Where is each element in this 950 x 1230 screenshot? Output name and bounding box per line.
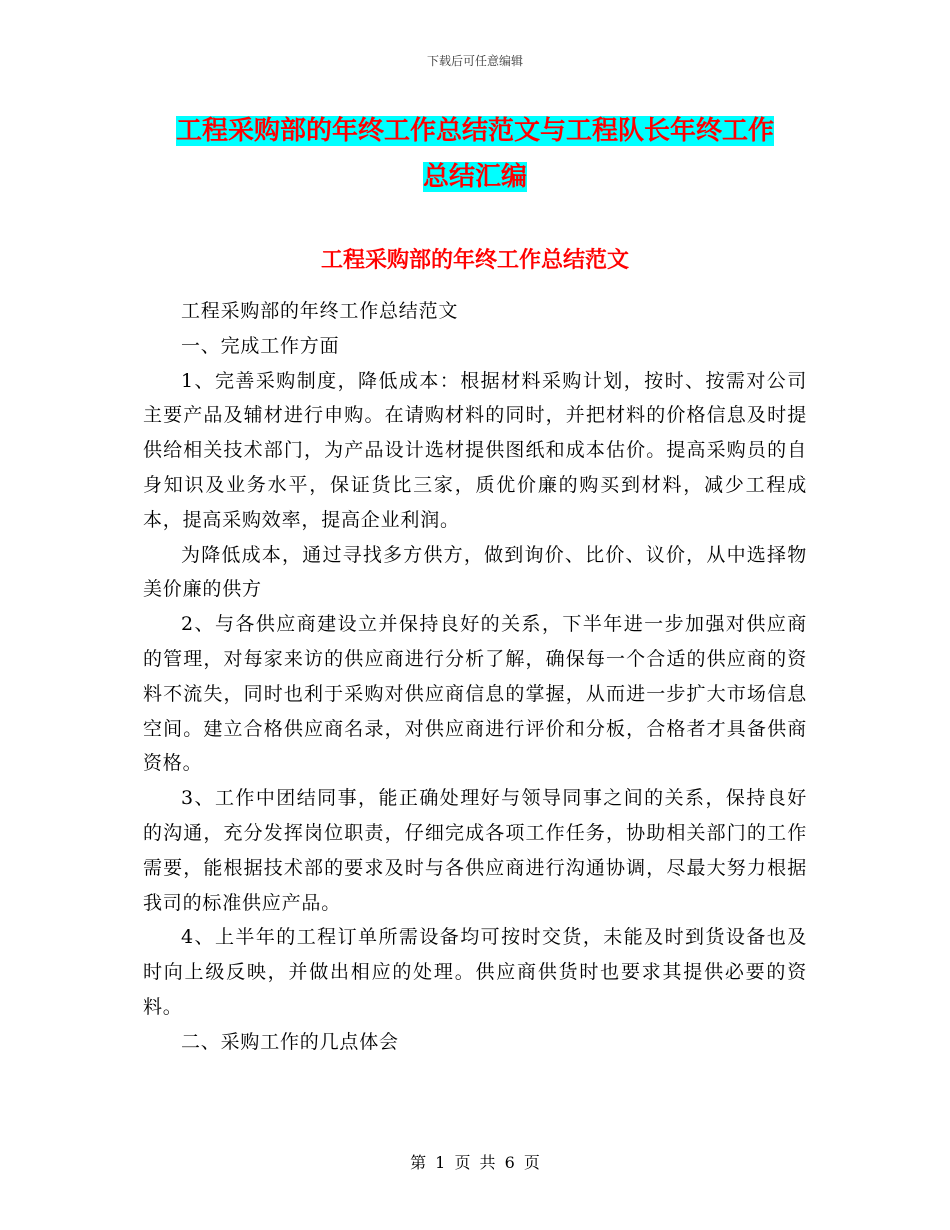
paragraph: 工程采购部的年终工作总结范文 — [181, 300, 459, 322]
document-title-line-1: 工程采购部的年终工作总结范文与工程队长年终工作 — [175, 116, 774, 146]
paragraph: 一、完成工作方面 — [181, 334, 340, 357]
section-title: 工程采购部的年终工作总结范文 — [320, 248, 629, 273]
header-note: 下载后可任意编辑 — [426, 54, 523, 68]
paragraph: 1、完善采购制度，降低成本：根据材料采购计划，按时、按需对公司主要产品及辅材进行申购。在请购材料的同时，并把材料的价格信息及时提供给相关技术部门，为产品设计选材提供图纸和成本估价。提高采购员的自身知识及业务水平，保证货比三家，质优价廉的购买到材料，减少工程成本，提高采购效率，提高企业利润。 — [143, 369, 807, 531]
paragraph: 二、采购工作的几点体会 — [181, 1030, 399, 1053]
document-title — [143, 108, 807, 200]
paragraph: 4、上半年的工程订单所需设备均可按时交货，未能及时到货设备也及时向上级反映，并做出相应的处理。供应商供货时也要求其提供必要的资料。 — [143, 926, 807, 1018]
document-body — [143, 294, 807, 1060]
paragraph: 3、工作中团结同事，能正确处理好与领导同事之间的关系，保持良好的沟通，充分发挥岗位职责，仔细完成各项工作任务，协助相关部门的工作需要，能根据技术部的要求及时与各供应商进行沟通协调，尽最大努力根据我司的标准供应产品。 — [143, 787, 807, 914]
page-footer: 第 1 页 共 6 页 — [410, 1153, 540, 1172]
paragraph: 2、与各供应商建设立并保持良好的关系，下半年进一步加强对供应商的管理，对每家来访的供应商进行分析了解，确保每一个合适的供应商的资料不流失，同时也利于采购对供应商信息的掌握，从而进一步扩大市场信息空间。建立合格供应商名录，对供应商进行评价和分板，合格者才具备供商资格。 — [143, 613, 807, 775]
document-title-line-2: 总结汇编 — [422, 162, 527, 192]
paragraph: 为降低成本，通过寻找多方供方，做到询价、比价、议价，从中选择物美价廉的供方 — [143, 543, 807, 601]
